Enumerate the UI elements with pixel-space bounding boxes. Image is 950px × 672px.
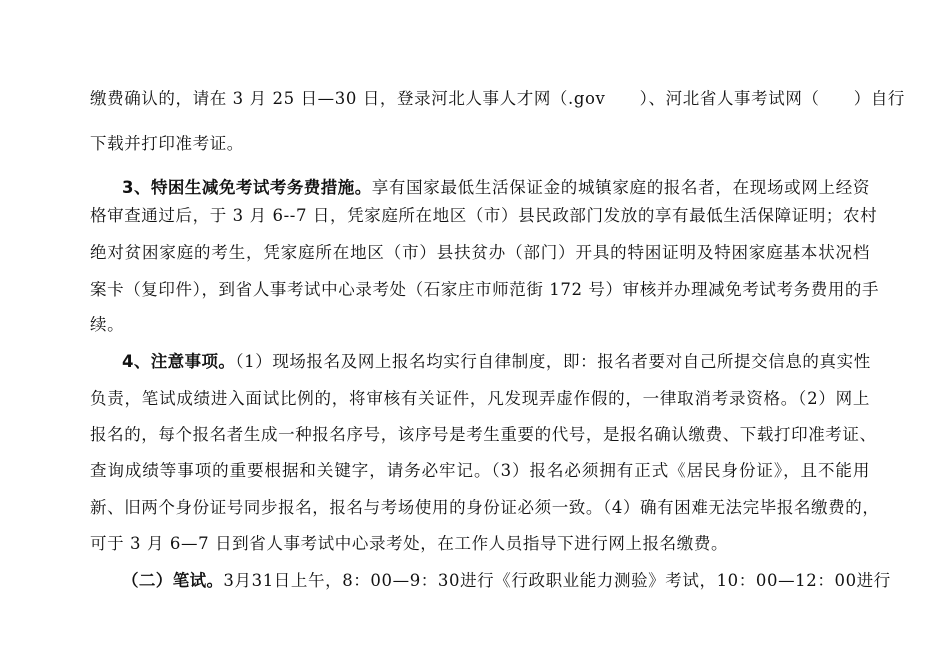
section-heading: 4、注意事项。 [122, 352, 236, 371]
line-text: 查询成绩等事项的重要根据和关键字，请务必牢记。（3）报名必须拥有正式《居民身份证》，且不能用 [90, 461, 870, 480]
line-text: 续。 [90, 315, 125, 334]
line-text: 负责，笔试成绩进入面试比例的，将审核有关证件，凡发现弄虚作假的，一律取消考录资格。（2）网上 [90, 389, 870, 408]
paragraph-line [90, 88, 906, 110]
line-text: 3月31日上午，8：00—9：30进行《行政职业能力测验》考试，10：00—12：00进行 [223, 571, 891, 590]
paragraph-line [90, 533, 870, 555]
line-text: 案卡（复印件），到省人事考试中心录考处（石家庄市师范街 172 号）审核并办理减免考试考务费用的手 [90, 280, 880, 299]
paragraph-line [90, 314, 870, 336]
line-text: 新、旧两个身份证号同步报名，报名与考场使用的身份证必须一致。（4）确有困难无法完毕报名缴费的， [90, 498, 880, 517]
paragraph-line [90, 460, 870, 482]
line-text: 格审查通过后，于 3 月 6--7 日，凭家庭所在地区（市）县民政部门发放的享有最低生活保障证明；农村 [90, 206, 878, 225]
line-text: 绝对贫困家庭的考生，凭家庭所在地区（市）县扶贫办（部门）开具的特困证明及特困家庭基本状况档 [90, 243, 870, 262]
paragraph-line [90, 424, 877, 446]
line-text: 可于 3 月 6—7 日到省人事考试中心录考处，在工作人员指导下进行网上报名缴费。 [90, 534, 729, 553]
line-text: 报名的，每个报名者生成一种报名序号，该序号是考生重要的代号，是报名确认缴费、下载打印准考证、 [90, 425, 877, 444]
line-text: 缴费确认的，请在 3 月 25 日—30 日，登录河北人事人才网（.gov ）、河北省人事考试网（ ）自行 [90, 89, 906, 108]
line-text: 享有国家最低生活保证金的城镇家庭的报名者，在现场或网上经资 [371, 178, 871, 197]
line-text: （1）现场报名及网上报名均实行自律制度，即：报名者要对自己所提交信息的真实性 [235, 352, 871, 371]
paragraph-line [90, 133, 870, 155]
line-text: 下载并打印准考证。 [90, 134, 244, 153]
section-heading-line [122, 177, 870, 199]
paragraph-line [90, 279, 880, 301]
paragraph-line [90, 205, 878, 227]
section-heading: 3、特困生减免考试考务费措施。 [122, 178, 372, 197]
section-heading: （二）笔试。 [122, 571, 224, 590]
paragraph-line [90, 497, 880, 519]
section-heading-line [122, 570, 891, 592]
section-heading-line [122, 351, 870, 373]
paragraph-line [90, 242, 870, 264]
paragraph-line [90, 388, 870, 410]
